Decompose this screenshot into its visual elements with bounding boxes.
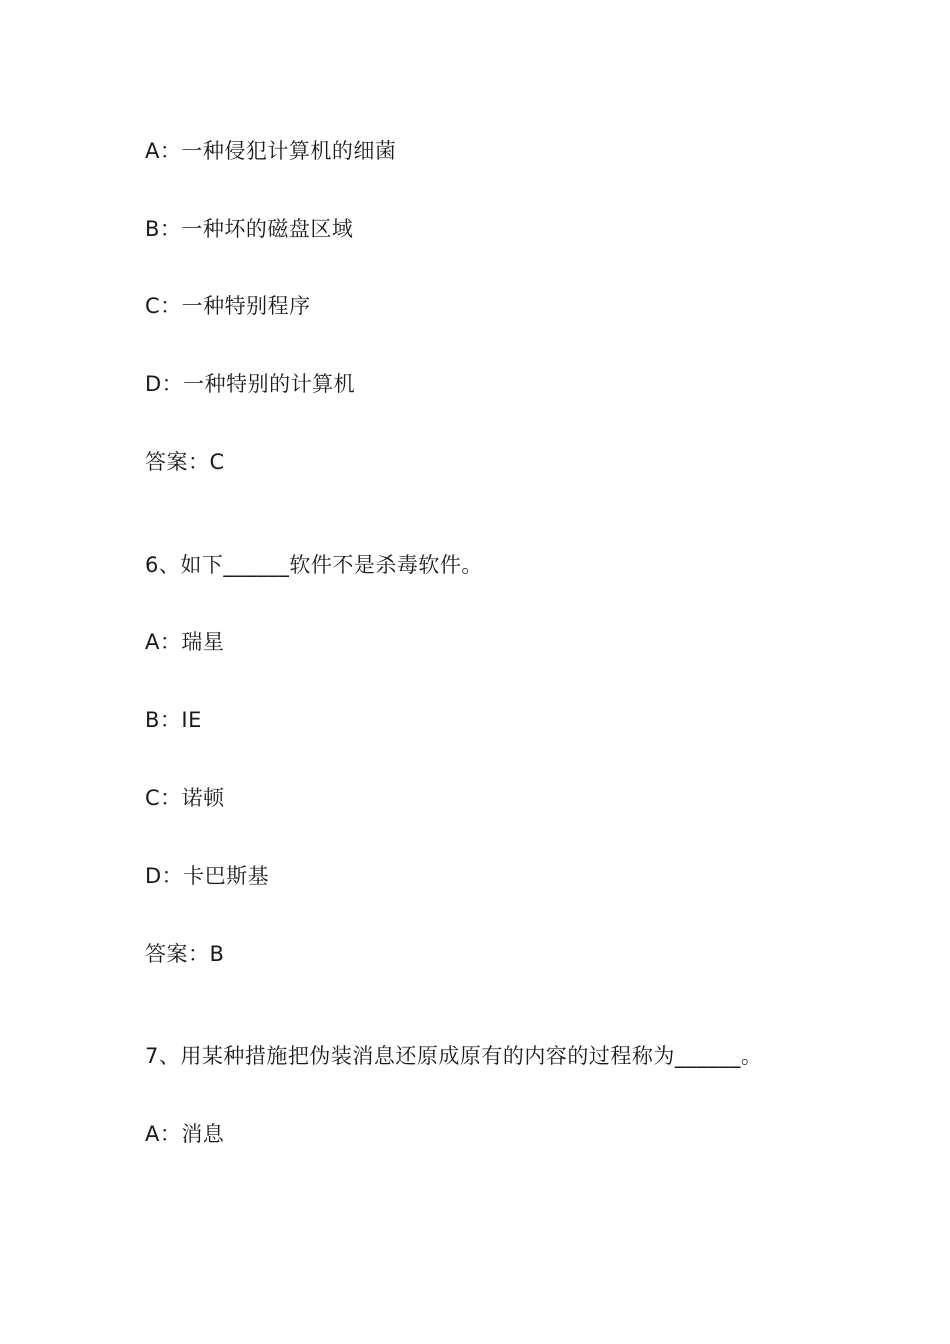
answer-q6: 答案：B bbox=[145, 942, 225, 966]
question-7: 7、用某种措施把伪装消息还原成原有的内容的过程称为______。 bbox=[145, 1044, 763, 1068]
option-b-q5: B：一种坏的磁盘区域 bbox=[145, 217, 354, 241]
option-b-q6: B：IE bbox=[145, 708, 202, 732]
option-d-q6: D：卡巴斯基 bbox=[145, 864, 270, 888]
answer-q5: 答案：C bbox=[145, 450, 225, 474]
option-c-q5: C：一种特别程序 bbox=[145, 294, 311, 318]
option-a-q7: A：消息 bbox=[145, 1122, 225, 1146]
option-c-q6: C：诺顿 bbox=[145, 786, 225, 810]
question-6: 6、如下______软件不是杀毒软件。 bbox=[145, 553, 483, 577]
option-d-q5: D：一种特别的计算机 bbox=[145, 372, 356, 396]
option-a-q6: A：瑞星 bbox=[145, 630, 225, 654]
option-a-q5: A：一种侵犯计算机的细菌 bbox=[145, 139, 397, 163]
